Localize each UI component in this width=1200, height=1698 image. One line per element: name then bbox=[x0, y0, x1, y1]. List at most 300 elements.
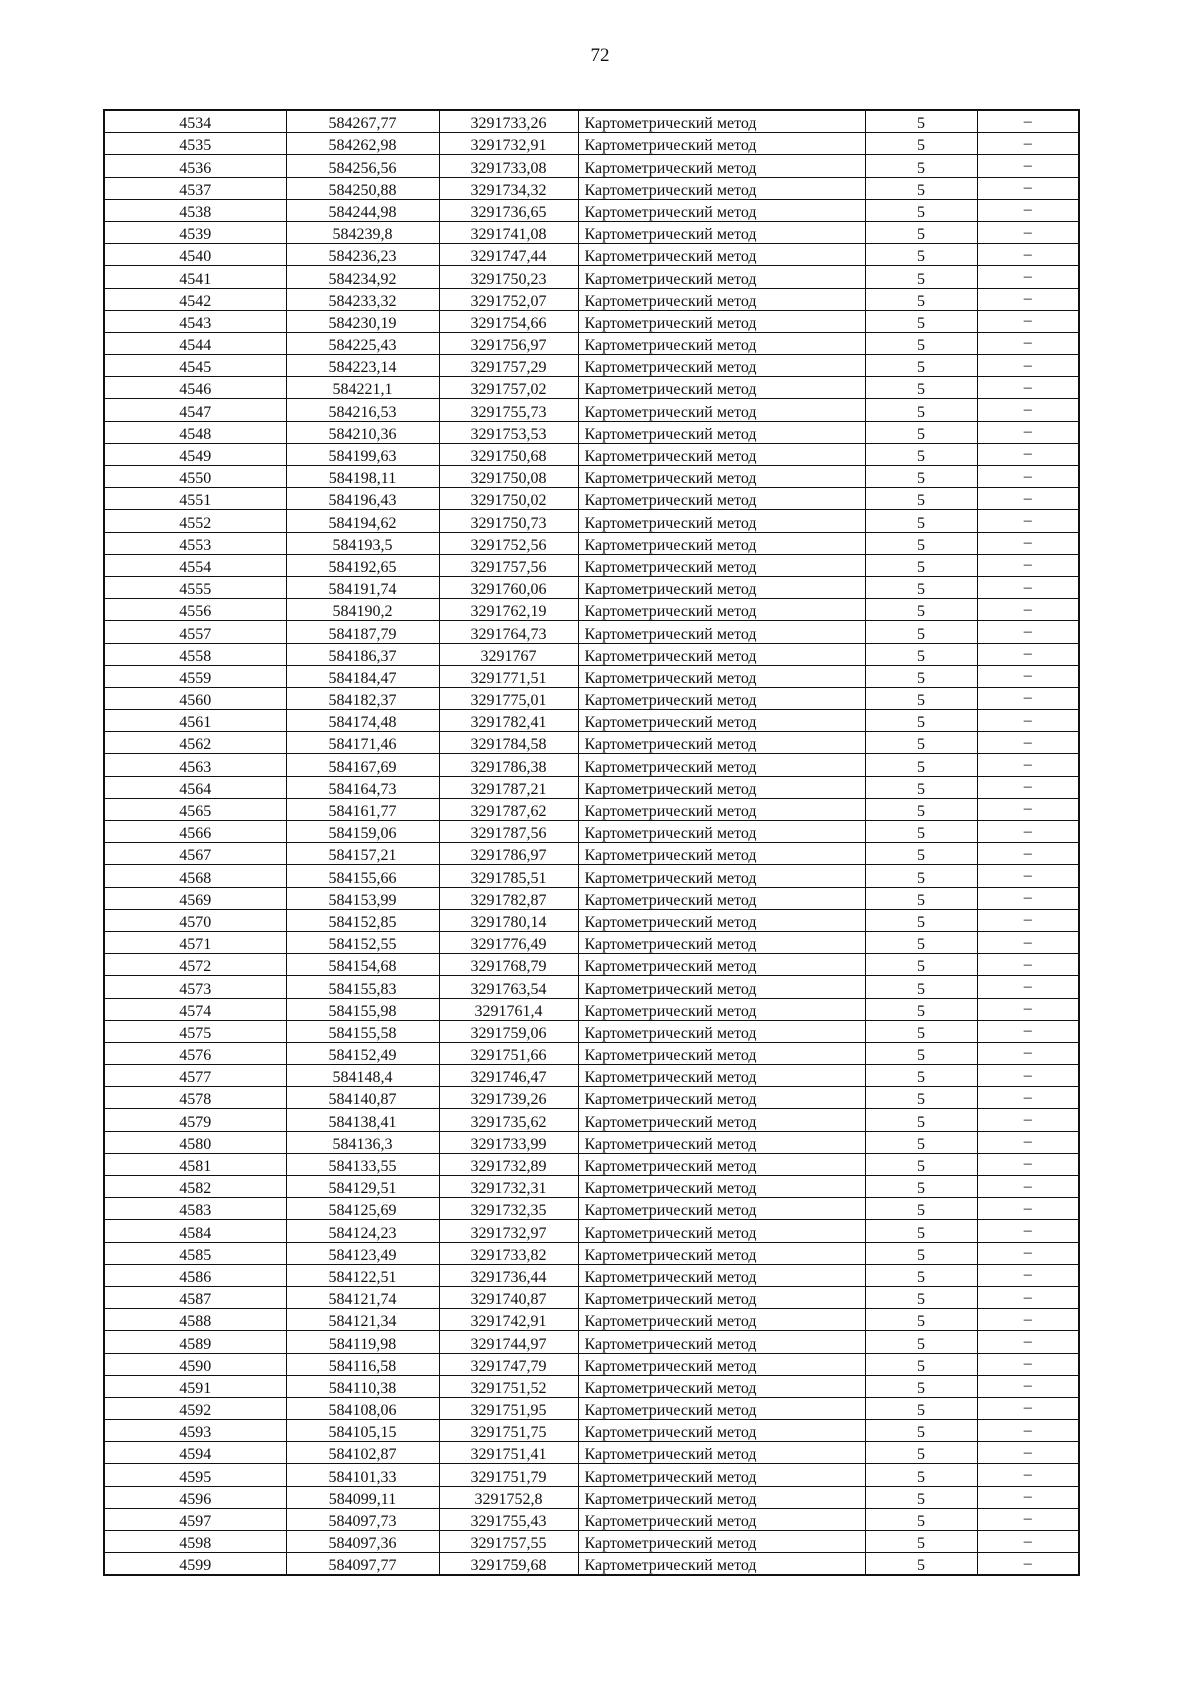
accuracy-cell: 5 bbox=[865, 1242, 977, 1264]
x-coordinate-cell: 584101,33 bbox=[286, 1464, 439, 1486]
point-number-cell: 4537 bbox=[104, 177, 286, 199]
table-row bbox=[104, 1553, 1079, 1576]
accuracy-cell: 5 bbox=[865, 1553, 977, 1576]
x-coordinate-cell: 584182,37 bbox=[286, 687, 439, 709]
accuracy-cell: 5 bbox=[865, 576, 977, 598]
table-row bbox=[104, 288, 1079, 310]
accuracy-cell: 5 bbox=[865, 821, 977, 843]
x-coordinate-cell: 584099,11 bbox=[286, 1486, 439, 1508]
method-cell: Картометрический метод bbox=[578, 399, 865, 421]
note-cell: – bbox=[977, 643, 1079, 665]
point-number-cell: 4568 bbox=[104, 865, 286, 887]
table-row bbox=[104, 754, 1079, 776]
table-row bbox=[104, 954, 1079, 976]
accuracy-cell: 5 bbox=[865, 266, 977, 288]
accuracy-cell: 5 bbox=[865, 687, 977, 709]
point-number-cell: 4556 bbox=[104, 599, 286, 621]
y-coordinate-cell: 3291752,8 bbox=[439, 1486, 578, 1508]
point-number-cell: 4582 bbox=[104, 1176, 286, 1198]
point-number-cell: 4555 bbox=[104, 576, 286, 598]
note-cell: – bbox=[977, 266, 1079, 288]
point-number-cell: 4548 bbox=[104, 421, 286, 443]
accuracy-cell: 5 bbox=[865, 110, 977, 133]
point-number-cell: 4574 bbox=[104, 998, 286, 1020]
y-coordinate-cell: 3291733,08 bbox=[439, 155, 578, 177]
table-row bbox=[104, 1087, 1079, 1109]
y-coordinate-cell: 3291782,87 bbox=[439, 887, 578, 909]
x-coordinate-cell: 584198,11 bbox=[286, 466, 439, 488]
table-row bbox=[104, 643, 1079, 665]
x-coordinate-cell: 584167,69 bbox=[286, 754, 439, 776]
note-cell: – bbox=[977, 1353, 1079, 1375]
method-cell: Картометрический метод bbox=[578, 798, 865, 820]
y-coordinate-cell: 3291741,08 bbox=[439, 221, 578, 243]
y-coordinate-cell: 3291732,91 bbox=[439, 133, 578, 155]
x-coordinate-cell: 584230,19 bbox=[286, 310, 439, 332]
note-cell: – bbox=[977, 1420, 1079, 1442]
x-coordinate-cell: 584152,85 bbox=[286, 909, 439, 931]
y-coordinate-cell: 3291747,44 bbox=[439, 244, 578, 266]
point-number-cell: 4587 bbox=[104, 1286, 286, 1308]
method-cell: Картометрический метод bbox=[578, 377, 865, 399]
table-row bbox=[104, 1309, 1079, 1331]
point-number-cell: 4579 bbox=[104, 1109, 286, 1131]
accuracy-cell: 5 bbox=[865, 399, 977, 421]
note-cell: – bbox=[977, 776, 1079, 798]
accuracy-cell: 5 bbox=[865, 954, 977, 976]
x-coordinate-cell: 584155,83 bbox=[286, 976, 439, 998]
y-coordinate-cell: 3291755,43 bbox=[439, 1508, 578, 1530]
x-coordinate-cell: 584194,62 bbox=[286, 510, 439, 532]
point-number-cell: 4578 bbox=[104, 1087, 286, 1109]
note-cell: – bbox=[977, 244, 1079, 266]
y-coordinate-cell: 3291751,95 bbox=[439, 1397, 578, 1419]
x-coordinate-cell: 584122,51 bbox=[286, 1264, 439, 1286]
x-coordinate-cell: 584121,34 bbox=[286, 1309, 439, 1331]
x-coordinate-cell: 584159,06 bbox=[286, 821, 439, 843]
accuracy-cell: 5 bbox=[865, 1286, 977, 1308]
accuracy-cell: 5 bbox=[865, 1131, 977, 1153]
table-row bbox=[104, 1020, 1079, 1042]
method-cell: Картометрический метод bbox=[578, 1375, 865, 1397]
method-cell: Картометрический метод bbox=[578, 110, 865, 133]
y-coordinate-cell: 3291768,79 bbox=[439, 954, 578, 976]
x-coordinate-cell: 584153,99 bbox=[286, 887, 439, 909]
table-row bbox=[104, 377, 1079, 399]
y-coordinate-cell: 3291784,58 bbox=[439, 732, 578, 754]
method-cell: Картометрический метод bbox=[578, 288, 865, 310]
note-cell: – bbox=[977, 687, 1079, 709]
y-coordinate-cell: 3291736,65 bbox=[439, 199, 578, 221]
point-number-cell: 4536 bbox=[104, 155, 286, 177]
accuracy-cell: 5 bbox=[865, 1375, 977, 1397]
y-coordinate-cell: 3291757,55 bbox=[439, 1531, 578, 1553]
x-coordinate-cell: 584108,06 bbox=[286, 1397, 439, 1419]
x-coordinate-cell: 584157,21 bbox=[286, 843, 439, 865]
accuracy-cell: 5 bbox=[865, 1087, 977, 1109]
accuracy-cell: 5 bbox=[865, 177, 977, 199]
table-row bbox=[104, 687, 1079, 709]
y-coordinate-cell: 3291746,47 bbox=[439, 1065, 578, 1087]
y-coordinate-cell: 3291747,79 bbox=[439, 1353, 578, 1375]
table-row bbox=[104, 554, 1079, 576]
accuracy-cell: 5 bbox=[865, 754, 977, 776]
note-cell: – bbox=[977, 732, 1079, 754]
note-cell: – bbox=[977, 843, 1079, 865]
table-row bbox=[104, 821, 1079, 843]
method-cell: Картометрический метод bbox=[578, 1331, 865, 1353]
point-number-cell: 4543 bbox=[104, 310, 286, 332]
note-cell: – bbox=[977, 710, 1079, 732]
point-number-cell: 4561 bbox=[104, 710, 286, 732]
page-number: 72 bbox=[590, 45, 610, 66]
y-coordinate-cell: 3291732,89 bbox=[439, 1153, 578, 1175]
table-row bbox=[104, 599, 1079, 621]
note-cell: – bbox=[977, 532, 1079, 554]
accuracy-cell: 5 bbox=[865, 421, 977, 443]
note-cell: – bbox=[977, 110, 1079, 133]
table-row bbox=[104, 399, 1079, 421]
table-row bbox=[104, 221, 1079, 243]
x-coordinate-cell: 584244,98 bbox=[286, 199, 439, 221]
accuracy-cell: 5 bbox=[865, 1331, 977, 1353]
point-number-cell: 4544 bbox=[104, 332, 286, 354]
table-row bbox=[104, 621, 1079, 643]
y-coordinate-cell: 3291759,68 bbox=[439, 1553, 578, 1576]
table-row bbox=[104, 1131, 1079, 1153]
table-row bbox=[104, 776, 1079, 798]
table-row bbox=[104, 310, 1079, 332]
x-coordinate-cell: 584138,41 bbox=[286, 1109, 439, 1131]
method-cell: Картометрический метод bbox=[578, 599, 865, 621]
y-coordinate-cell: 3291736,44 bbox=[439, 1264, 578, 1286]
x-coordinate-cell: 584223,14 bbox=[286, 355, 439, 377]
point-number-cell: 4546 bbox=[104, 377, 286, 399]
method-cell: Картометрический метод bbox=[578, 843, 865, 865]
x-coordinate-cell: 584191,74 bbox=[286, 576, 439, 598]
note-cell: – bbox=[977, 1486, 1079, 1508]
y-coordinate-cell: 3291751,52 bbox=[439, 1375, 578, 1397]
method-cell: Картометрический метод bbox=[578, 1042, 865, 1064]
y-coordinate-cell: 3291752,56 bbox=[439, 532, 578, 554]
method-cell: Картометрический метод bbox=[578, 510, 865, 532]
accuracy-cell: 5 bbox=[865, 998, 977, 1020]
y-coordinate-cell: 3291750,23 bbox=[439, 266, 578, 288]
y-coordinate-cell: 3291763,54 bbox=[439, 976, 578, 998]
y-coordinate-cell: 3291732,97 bbox=[439, 1220, 578, 1242]
x-coordinate-cell: 584125,69 bbox=[286, 1198, 439, 1220]
x-coordinate-cell: 584154,68 bbox=[286, 954, 439, 976]
point-number-cell: 4547 bbox=[104, 399, 286, 421]
accuracy-cell: 5 bbox=[865, 1176, 977, 1198]
x-coordinate-cell: 584233,32 bbox=[286, 288, 439, 310]
x-coordinate-cell: 584256,56 bbox=[286, 155, 439, 177]
accuracy-cell: 5 bbox=[865, 1264, 977, 1286]
x-coordinate-cell: 584121,74 bbox=[286, 1286, 439, 1308]
note-cell: – bbox=[977, 1065, 1079, 1087]
point-number-cell: 4540 bbox=[104, 244, 286, 266]
y-coordinate-cell: 3291767 bbox=[439, 643, 578, 665]
note-cell: – bbox=[977, 1508, 1079, 1530]
point-number-cell: 4581 bbox=[104, 1153, 286, 1175]
point-number-cell: 4594 bbox=[104, 1442, 286, 1464]
point-number-cell: 4567 bbox=[104, 843, 286, 865]
note-cell: – bbox=[977, 1553, 1079, 1576]
note-cell: – bbox=[977, 554, 1079, 576]
y-coordinate-cell: 3291751,79 bbox=[439, 1464, 578, 1486]
table-row bbox=[104, 1065, 1079, 1087]
table-row bbox=[104, 1331, 1079, 1353]
method-cell: Картометрический метод bbox=[578, 488, 865, 510]
x-coordinate-cell: 584174,48 bbox=[286, 710, 439, 732]
y-coordinate-cell: 3291775,01 bbox=[439, 687, 578, 709]
y-coordinate-cell: 3291757,29 bbox=[439, 355, 578, 377]
note-cell: – bbox=[977, 332, 1079, 354]
note-cell: – bbox=[977, 1042, 1079, 1064]
table-row bbox=[104, 1464, 1079, 1486]
x-coordinate-cell: 584164,73 bbox=[286, 776, 439, 798]
coordinates-table bbox=[103, 109, 1080, 1576]
x-coordinate-cell: 584171,46 bbox=[286, 732, 439, 754]
table-row bbox=[104, 909, 1079, 931]
point-number-cell: 4572 bbox=[104, 954, 286, 976]
y-coordinate-cell: 3291780,14 bbox=[439, 909, 578, 931]
note-cell: – bbox=[977, 1286, 1079, 1308]
table-row bbox=[104, 155, 1079, 177]
x-coordinate-cell: 584250,88 bbox=[286, 177, 439, 199]
y-coordinate-cell: 3291787,62 bbox=[439, 798, 578, 820]
y-coordinate-cell: 3291771,51 bbox=[439, 665, 578, 687]
table-row bbox=[104, 665, 1079, 687]
x-coordinate-cell: 584123,49 bbox=[286, 1242, 439, 1264]
point-number-cell: 4569 bbox=[104, 887, 286, 909]
table-row bbox=[104, 332, 1079, 354]
x-coordinate-cell: 584155,98 bbox=[286, 998, 439, 1020]
note-cell: – bbox=[977, 510, 1079, 532]
point-number-cell: 4573 bbox=[104, 976, 286, 998]
accuracy-cell: 5 bbox=[865, 1065, 977, 1087]
y-coordinate-cell: 3291786,38 bbox=[439, 754, 578, 776]
x-coordinate-cell: 584239,8 bbox=[286, 221, 439, 243]
method-cell: Картометрический метод bbox=[578, 1309, 865, 1331]
accuracy-cell: 5 bbox=[865, 355, 977, 377]
method-cell: Картометрический метод bbox=[578, 687, 865, 709]
accuracy-cell: 5 bbox=[865, 466, 977, 488]
method-cell: Картометрический метод bbox=[578, 931, 865, 953]
note-cell: – bbox=[977, 199, 1079, 221]
method-cell: Картометрический метод bbox=[578, 355, 865, 377]
table-row bbox=[104, 798, 1079, 820]
method-cell: Картометрический метод bbox=[578, 199, 865, 221]
method-cell: Картометрический метод bbox=[578, 1464, 865, 1486]
method-cell: Картометрический метод bbox=[578, 665, 865, 687]
method-cell: Картометрический метод bbox=[578, 1131, 865, 1153]
y-coordinate-cell: 3291751,66 bbox=[439, 1042, 578, 1064]
point-number-cell: 4593 bbox=[104, 1420, 286, 1442]
method-cell: Картометрический метод bbox=[578, 155, 865, 177]
note-cell: – bbox=[977, 1331, 1079, 1353]
accuracy-cell: 5 bbox=[865, 1420, 977, 1442]
method-cell: Картометрический метод bbox=[578, 1553, 865, 1576]
accuracy-cell: 5 bbox=[865, 133, 977, 155]
accuracy-cell: 5 bbox=[865, 443, 977, 465]
point-number-cell: 4564 bbox=[104, 776, 286, 798]
point-number-cell: 4571 bbox=[104, 931, 286, 953]
x-coordinate-cell: 584161,77 bbox=[286, 798, 439, 820]
y-coordinate-cell: 3291787,56 bbox=[439, 821, 578, 843]
accuracy-cell: 5 bbox=[865, 1220, 977, 1242]
y-coordinate-cell: 3291756,97 bbox=[439, 332, 578, 354]
accuracy-cell: 5 bbox=[865, 1531, 977, 1553]
method-cell: Картометрический метод bbox=[578, 443, 865, 465]
point-number-cell: 4545 bbox=[104, 355, 286, 377]
point-number-cell: 4542 bbox=[104, 288, 286, 310]
table-row bbox=[104, 1176, 1079, 1198]
x-coordinate-cell: 584140,87 bbox=[286, 1087, 439, 1109]
y-coordinate-cell: 3291787,21 bbox=[439, 776, 578, 798]
note-cell: – bbox=[977, 133, 1079, 155]
point-number-cell: 4566 bbox=[104, 821, 286, 843]
x-coordinate-cell: 584152,55 bbox=[286, 931, 439, 953]
note-cell: – bbox=[977, 954, 1079, 976]
table-row bbox=[104, 1486, 1079, 1508]
x-coordinate-cell: 584110,38 bbox=[286, 1375, 439, 1397]
accuracy-cell: 5 bbox=[865, 310, 977, 332]
method-cell: Картометрический метод bbox=[578, 1397, 865, 1419]
note-cell: – bbox=[977, 310, 1079, 332]
table-row bbox=[104, 976, 1079, 998]
method-cell: Картометрический метод bbox=[578, 976, 865, 998]
y-coordinate-cell: 3291776,49 bbox=[439, 931, 578, 953]
table-row bbox=[104, 931, 1079, 953]
point-number-cell: 4563 bbox=[104, 754, 286, 776]
point-number-cell: 4559 bbox=[104, 665, 286, 687]
method-cell: Картометрический метод bbox=[578, 998, 865, 1020]
x-coordinate-cell: 584262,98 bbox=[286, 133, 439, 155]
y-coordinate-cell: 3291786,97 bbox=[439, 843, 578, 865]
method-cell: Картометрический метод bbox=[578, 1486, 865, 1508]
x-coordinate-cell: 584234,92 bbox=[286, 266, 439, 288]
x-coordinate-cell: 584152,49 bbox=[286, 1042, 439, 1064]
table-row bbox=[104, 865, 1079, 887]
method-cell: Картометрический метод bbox=[578, 421, 865, 443]
y-coordinate-cell: 3291762,19 bbox=[439, 599, 578, 621]
accuracy-cell: 5 bbox=[865, 1397, 977, 1419]
note-cell: – bbox=[977, 1087, 1079, 1109]
x-coordinate-cell: 584193,5 bbox=[286, 532, 439, 554]
point-number-cell: 4552 bbox=[104, 510, 286, 532]
accuracy-cell: 5 bbox=[865, 1309, 977, 1331]
method-cell: Картометрический метод bbox=[578, 332, 865, 354]
x-coordinate-cell: 584221,1 bbox=[286, 377, 439, 399]
y-coordinate-cell: 3291757,56 bbox=[439, 554, 578, 576]
y-coordinate-cell: 3291764,73 bbox=[439, 621, 578, 643]
accuracy-cell: 5 bbox=[865, 776, 977, 798]
method-cell: Картометрический метод bbox=[578, 1353, 865, 1375]
note-cell: – bbox=[977, 1442, 1079, 1464]
note-cell: – bbox=[977, 355, 1079, 377]
table-row bbox=[104, 1397, 1079, 1419]
accuracy-cell: 5 bbox=[865, 798, 977, 820]
note-cell: – bbox=[977, 1198, 1079, 1220]
method-cell: Картометрический метод bbox=[578, 1020, 865, 1042]
x-coordinate-cell: 584225,43 bbox=[286, 332, 439, 354]
table-row bbox=[104, 1508, 1079, 1530]
x-coordinate-cell: 584124,23 bbox=[286, 1220, 439, 1242]
table-row bbox=[104, 266, 1079, 288]
table-row bbox=[104, 998, 1079, 1020]
method-cell: Картометрический метод bbox=[578, 754, 865, 776]
point-number-cell: 4585 bbox=[104, 1242, 286, 1264]
x-coordinate-cell: 584196,43 bbox=[286, 488, 439, 510]
note-cell: – bbox=[977, 909, 1079, 931]
accuracy-cell: 5 bbox=[865, 244, 977, 266]
y-coordinate-cell: 3291733,26 bbox=[439, 110, 578, 133]
point-number-cell: 4588 bbox=[104, 1309, 286, 1331]
accuracy-cell: 5 bbox=[865, 288, 977, 310]
note-cell: – bbox=[977, 821, 1079, 843]
accuracy-cell: 5 bbox=[865, 377, 977, 399]
method-cell: Картометрический метод bbox=[578, 310, 865, 332]
accuracy-cell: 5 bbox=[865, 1464, 977, 1486]
y-coordinate-cell: 3291754,66 bbox=[439, 310, 578, 332]
method-cell: Картометрический метод bbox=[578, 732, 865, 754]
point-number-cell: 4551 bbox=[104, 488, 286, 510]
note-cell: – bbox=[977, 599, 1079, 621]
note-cell: – bbox=[977, 1131, 1079, 1153]
method-cell: Картометрический метод bbox=[578, 1087, 865, 1109]
y-coordinate-cell: 3291734,32 bbox=[439, 177, 578, 199]
point-number-cell: 4592 bbox=[104, 1397, 286, 1419]
note-cell: – bbox=[977, 931, 1079, 953]
accuracy-cell: 5 bbox=[865, 1109, 977, 1131]
accuracy-cell: 5 bbox=[865, 532, 977, 554]
y-coordinate-cell: 3291742,91 bbox=[439, 1309, 578, 1331]
method-cell: Картометрический метод bbox=[578, 532, 865, 554]
note-cell: – bbox=[977, 976, 1079, 998]
y-coordinate-cell: 3291739,26 bbox=[439, 1087, 578, 1109]
coordinates-table-body bbox=[104, 110, 1079, 1575]
y-coordinate-cell: 3291750,08 bbox=[439, 466, 578, 488]
note-cell: – bbox=[977, 1109, 1079, 1131]
x-coordinate-cell: 584133,55 bbox=[286, 1153, 439, 1175]
method-cell: Картометрический метод bbox=[578, 1286, 865, 1308]
table-row bbox=[104, 421, 1079, 443]
point-number-cell: 4596 bbox=[104, 1486, 286, 1508]
table-row bbox=[104, 732, 1079, 754]
table-row bbox=[104, 843, 1079, 865]
note-cell: – bbox=[977, 1264, 1079, 1286]
point-number-cell: 4589 bbox=[104, 1331, 286, 1353]
point-number-cell: 4558 bbox=[104, 643, 286, 665]
x-coordinate-cell: 584199,63 bbox=[286, 443, 439, 465]
y-coordinate-cell: 3291753,53 bbox=[439, 421, 578, 443]
point-number-cell: 4565 bbox=[104, 798, 286, 820]
point-number-cell: 4538 bbox=[104, 199, 286, 221]
table-row bbox=[104, 1220, 1079, 1242]
y-coordinate-cell: 3291751,75 bbox=[439, 1420, 578, 1442]
accuracy-cell: 5 bbox=[865, 332, 977, 354]
table-row bbox=[104, 1109, 1079, 1131]
note-cell: – bbox=[977, 887, 1079, 909]
x-coordinate-cell: 584116,58 bbox=[286, 1353, 439, 1375]
point-number-cell: 4562 bbox=[104, 732, 286, 754]
table-row bbox=[104, 510, 1079, 532]
accuracy-cell: 5 bbox=[865, 710, 977, 732]
table-row bbox=[104, 488, 1079, 510]
note-cell: – bbox=[977, 177, 1079, 199]
point-number-cell: 4577 bbox=[104, 1065, 286, 1087]
